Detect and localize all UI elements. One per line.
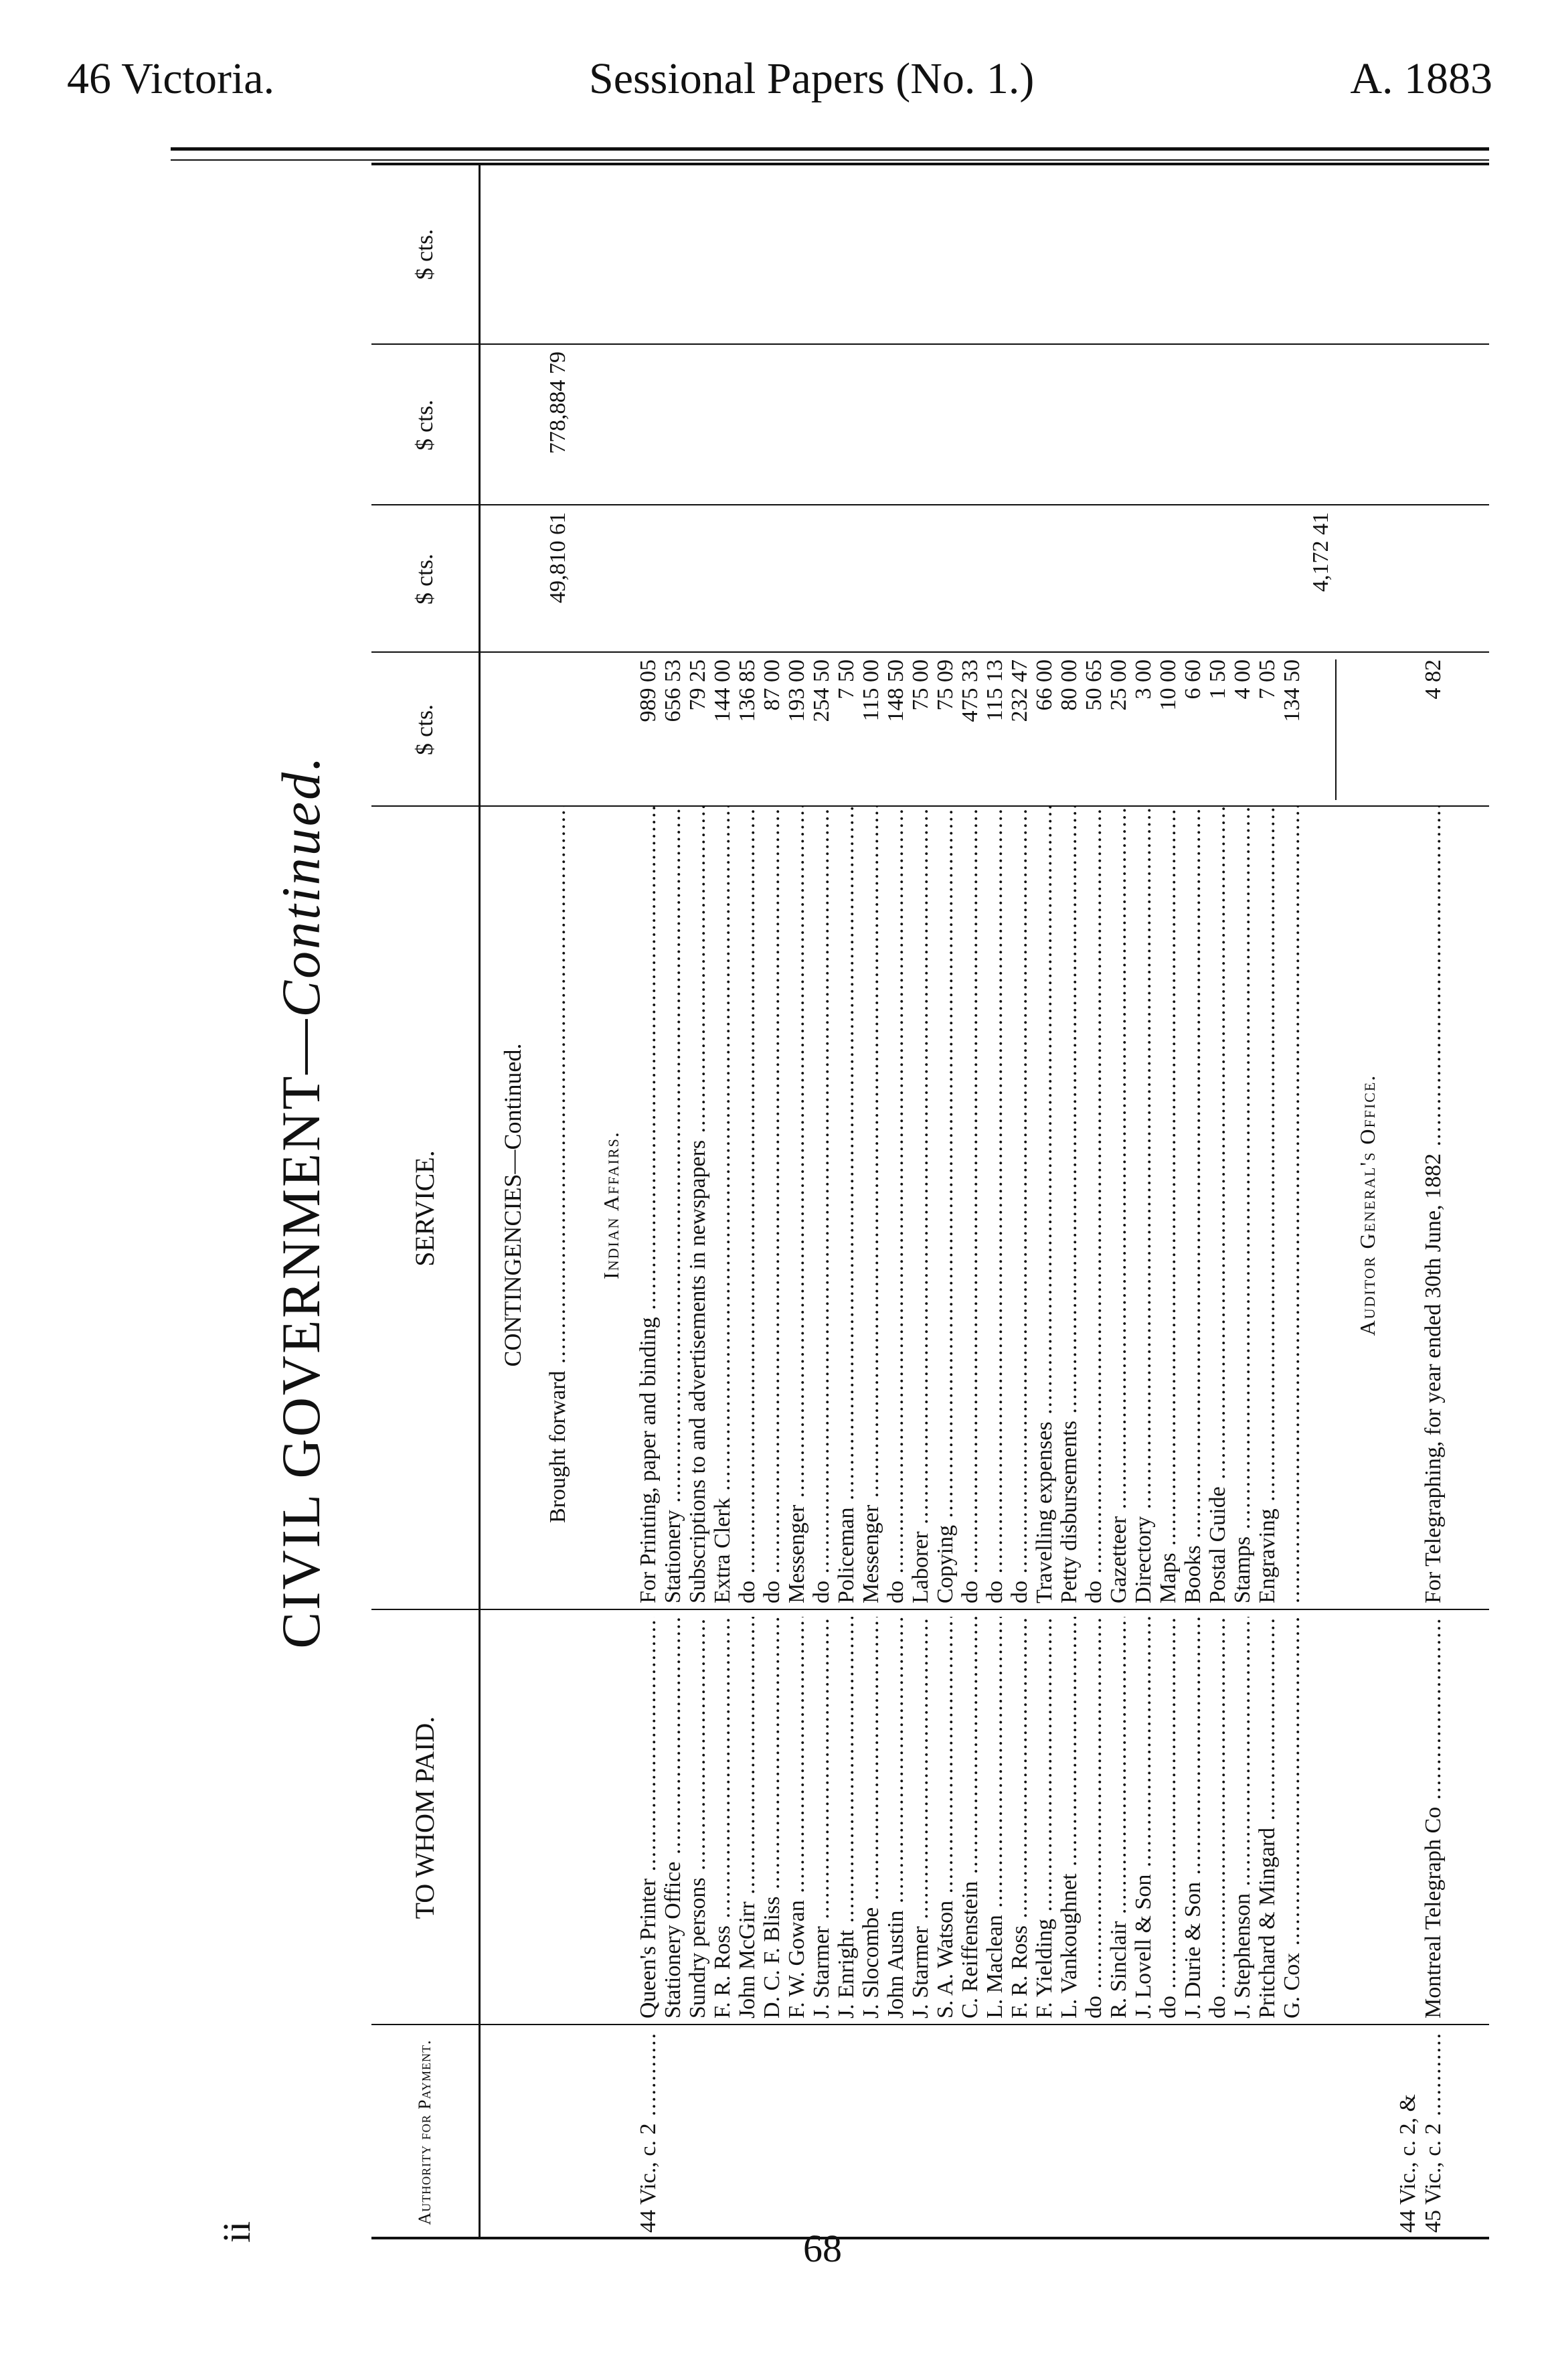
col-amount-4: $ cts. bbox=[371, 164, 481, 345]
row-service: Extra Clerk ..... bbox=[710, 807, 736, 1603]
row-amount: 80 00 bbox=[1057, 659, 1082, 711]
row-service: do ..... bbox=[883, 807, 909, 1603]
row-to-whom: J. Slocombe ..... bbox=[859, 1617, 884, 2018]
page-number: 68 bbox=[803, 2227, 842, 2270]
table-row bbox=[685, 164, 711, 2239]
row-amount: 87 00 bbox=[760, 659, 784, 711]
col-amount-3: $ cts. bbox=[371, 345, 481, 505]
col-amount-2: $ cts. bbox=[371, 505, 481, 653]
row-amount: 475 33 bbox=[958, 659, 982, 722]
auditor-authority-2: 45 Vic., c. 2 ..... bbox=[1421, 2032, 1446, 2233]
row-amount: 10 00 bbox=[1156, 659, 1181, 711]
row-service: Copying ..... bbox=[933, 807, 958, 1603]
row-amount: 144 00 bbox=[710, 659, 735, 722]
row-to-whom: Stationery Office ..... bbox=[661, 1617, 686, 2018]
row-to-whom: Pritchard & Mingard ..... bbox=[1255, 1617, 1280, 2018]
row-service: do ..... bbox=[760, 807, 785, 1603]
row-to-whom: F. W. Gowan ..... bbox=[784, 1617, 810, 2018]
row-service: do ..... bbox=[982, 807, 1008, 1603]
indian-affairs-total: 4,172 41 bbox=[1308, 512, 1333, 592]
table-title-main: CIVIL GOVERNMENT— bbox=[270, 1017, 331, 1649]
row-amount: 232 47 bbox=[1007, 659, 1032, 722]
row-service: Petty disbursements ..... bbox=[1057, 807, 1082, 1603]
row-service: Laborer ..... bbox=[908, 807, 934, 1603]
row-to-whom: J. Durie & Son ..... bbox=[1181, 1617, 1206, 2018]
table-row bbox=[1181, 164, 1206, 2239]
table-row bbox=[1131, 164, 1156, 2239]
auditor-row-2 bbox=[1421, 164, 1446, 2239]
brought-forward-label: Brought forward ..... bbox=[545, 807, 571, 1603]
row-to-whom: J. Lovell & Son ..... bbox=[1131, 1617, 1156, 2018]
col-amount-1: $ cts. bbox=[371, 653, 481, 807]
row-amount: 75 00 bbox=[908, 659, 933, 711]
table-row bbox=[760, 164, 785, 2239]
section-contingencies: CONTINGENCIES—Continued. bbox=[499, 1043, 526, 1367]
row-to-whom: L. Maclean ..... bbox=[982, 1617, 1008, 2018]
table-row bbox=[859, 164, 884, 2239]
row-amount: 79 25 bbox=[685, 659, 710, 711]
row-service: Subscriptions to and advertisements in newspapers ..... bbox=[685, 807, 711, 1603]
row-service: Postal Guide ..... bbox=[1205, 807, 1231, 1603]
table-body bbox=[371, 164, 1489, 2239]
row-service: For Printing, paper and binding ..... bbox=[636, 807, 661, 1603]
table-row bbox=[784, 164, 810, 2239]
table-row bbox=[1057, 164, 1082, 2239]
row-amount: 3 00 bbox=[1131, 659, 1156, 700]
row-service: Messenger ..... bbox=[784, 807, 810, 1603]
row-to-whom: J. Stephenson ..... bbox=[1230, 1617, 1256, 2018]
brought-forward-row bbox=[545, 164, 571, 2239]
row-authority: 44 Vic., c. 2 ..... bbox=[636, 2032, 661, 2233]
row-to-whom: C. Reiffenstein ..... bbox=[958, 1617, 983, 2018]
row-to-whom: do ..... bbox=[1156, 1617, 1181, 2018]
subtotal-rule bbox=[1335, 659, 1337, 800]
row-amount: 1 50 bbox=[1205, 659, 1230, 700]
row-to-whom: D. C. F. Bliss ..... bbox=[760, 1617, 785, 2018]
row-service: Stamps ..... bbox=[1230, 807, 1256, 1603]
auditor-amount: 4 82 bbox=[1421, 659, 1446, 700]
row-service bbox=[1280, 807, 1305, 1603]
table-row bbox=[710, 164, 736, 2239]
row-to-whom: John McGirr ..... bbox=[735, 1617, 760, 2018]
auditor-authority-1: 44 Vic., c. 2, & bbox=[1395, 2094, 1420, 2233]
row-to-whom: F. R. Ross ..... bbox=[710, 1617, 736, 2018]
table-row bbox=[1255, 164, 1280, 2239]
row-service: do ..... bbox=[958, 807, 983, 1603]
row-to-whom: J. Starmer ..... bbox=[908, 1617, 934, 2018]
section-auditor-general: Auditor General's Office. bbox=[1355, 1074, 1379, 1336]
row-to-whom: J. Starmer ..... bbox=[809, 1617, 835, 2018]
row-to-whom: Sundry persons ..... bbox=[685, 1617, 711, 2018]
table-row bbox=[1280, 164, 1305, 2239]
col-to-whom: TO WHOM PAID. bbox=[371, 1610, 481, 2025]
header-session: 46 Victoria. bbox=[67, 54, 275, 103]
row-service: Gazetteer ..... bbox=[1106, 807, 1132, 1603]
table-title bbox=[244, 164, 358, 2239]
row-to-whom: R. Sinclair ..... bbox=[1106, 1617, 1132, 2018]
row-service: Policeman ..... bbox=[834, 807, 859, 1603]
table-title-continued: Continued. bbox=[270, 755, 331, 1018]
col-authority: Authority for Payment. bbox=[371, 2025, 481, 2239]
auditor-service: For Telegraphing, for year ended 30th June, 1882 ..... bbox=[1421, 807, 1446, 1603]
row-service: Travelling expenses ..... bbox=[1032, 807, 1057, 1603]
row-service: Engraving ..... bbox=[1255, 807, 1280, 1603]
row-to-whom: do ..... bbox=[1082, 1617, 1107, 2018]
table-row bbox=[958, 164, 983, 2239]
row-service: Directory ..... bbox=[1131, 807, 1156, 1603]
row-to-whom: do ..... bbox=[1205, 1617, 1231, 2018]
row-amount: 7 05 bbox=[1255, 659, 1280, 700]
row-amount: 75 09 bbox=[933, 659, 958, 711]
row-amount: 134 50 bbox=[1280, 659, 1304, 722]
row-service: do ..... bbox=[809, 807, 835, 1603]
indian-total-row bbox=[1308, 164, 1334, 2239]
header-publication: Sessional Papers (No. 1.) bbox=[589, 54, 1035, 103]
row-amount: 7 50 bbox=[834, 659, 859, 700]
page-header bbox=[0, 54, 1546, 141]
row-amount: 25 00 bbox=[1106, 659, 1131, 711]
row-service: Books ..... bbox=[1181, 807, 1206, 1603]
row-service: Messenger ..... bbox=[859, 807, 884, 1603]
row-to-whom: G. Cox ..... bbox=[1280, 1617, 1305, 2018]
table-row bbox=[809, 164, 835, 2239]
section-indian-affairs: Indian Affairs. bbox=[599, 1131, 623, 1279]
row-to-whom: John Austin ..... bbox=[883, 1617, 909, 2018]
rotated-table bbox=[244, 164, 1489, 2239]
brought-forward-amount-b: 49,810 61 bbox=[545, 512, 570, 603]
auditor-to-whom: Montreal Telegraph Co ..... bbox=[1421, 1617, 1446, 2018]
table-row bbox=[735, 164, 760, 2239]
row-amount: 4 00 bbox=[1230, 659, 1255, 700]
row-to-whom: F. Yielding ..... bbox=[1032, 1617, 1057, 2018]
row-amount: 66 00 bbox=[1032, 659, 1057, 711]
row-amount: 50 65 bbox=[1082, 659, 1106, 711]
table-row bbox=[1082, 164, 1107, 2239]
row-service: do ..... bbox=[1007, 807, 1033, 1603]
table-row bbox=[1205, 164, 1231, 2239]
row-amount: 989 05 bbox=[636, 659, 661, 722]
table-row bbox=[883, 164, 909, 2239]
row-amount: 6 60 bbox=[1181, 659, 1205, 700]
top-rule-thin bbox=[171, 159, 1489, 161]
row-to-whom: L. Vankoughnet ..... bbox=[1057, 1617, 1082, 2018]
table-row bbox=[1156, 164, 1181, 2239]
row-to-whom: Queen's Printer ..... bbox=[636, 1617, 661, 2018]
table-row bbox=[1032, 164, 1057, 2239]
row-amount: 136 85 bbox=[735, 659, 760, 722]
row-to-whom: F. R. Ross ..... bbox=[1007, 1617, 1033, 2018]
table-row bbox=[1106, 164, 1132, 2239]
auditor-row bbox=[1395, 164, 1421, 2239]
table-row bbox=[1007, 164, 1033, 2239]
header-year: A. 1883 bbox=[1350, 54, 1492, 103]
table-row bbox=[933, 164, 958, 2239]
row-amount: 193 00 bbox=[784, 659, 809, 722]
row-amount: 148 50 bbox=[883, 659, 908, 722]
row-to-whom: S. A. Watson ..... bbox=[933, 1617, 958, 2018]
row-amount: 254 50 bbox=[809, 659, 834, 722]
row-service: do ..... bbox=[1082, 807, 1107, 1603]
row-service: Maps ..... bbox=[1156, 807, 1181, 1603]
row-amount: 115 13 bbox=[982, 659, 1007, 722]
table-row bbox=[1230, 164, 1256, 2239]
row-service: do ..... bbox=[735, 807, 760, 1603]
row-to-whom: J. Enright ..... bbox=[834, 1617, 859, 2018]
row-service: Stationery ..... bbox=[661, 807, 686, 1603]
col-service: SERVICE. bbox=[371, 807, 481, 1610]
side-mark: ii bbox=[215, 2221, 258, 2243]
table-row bbox=[661, 164, 686, 2239]
table-row bbox=[834, 164, 859, 2239]
table-row bbox=[908, 164, 934, 2239]
row-amount: 115 00 bbox=[859, 659, 883, 722]
brought-forward-amount-c: 778,884 79 bbox=[545, 351, 570, 454]
row-amount: 656 53 bbox=[661, 659, 685, 722]
top-rule bbox=[171, 147, 1489, 151]
table-row bbox=[636, 164, 661, 2239]
table-row bbox=[982, 164, 1008, 2239]
